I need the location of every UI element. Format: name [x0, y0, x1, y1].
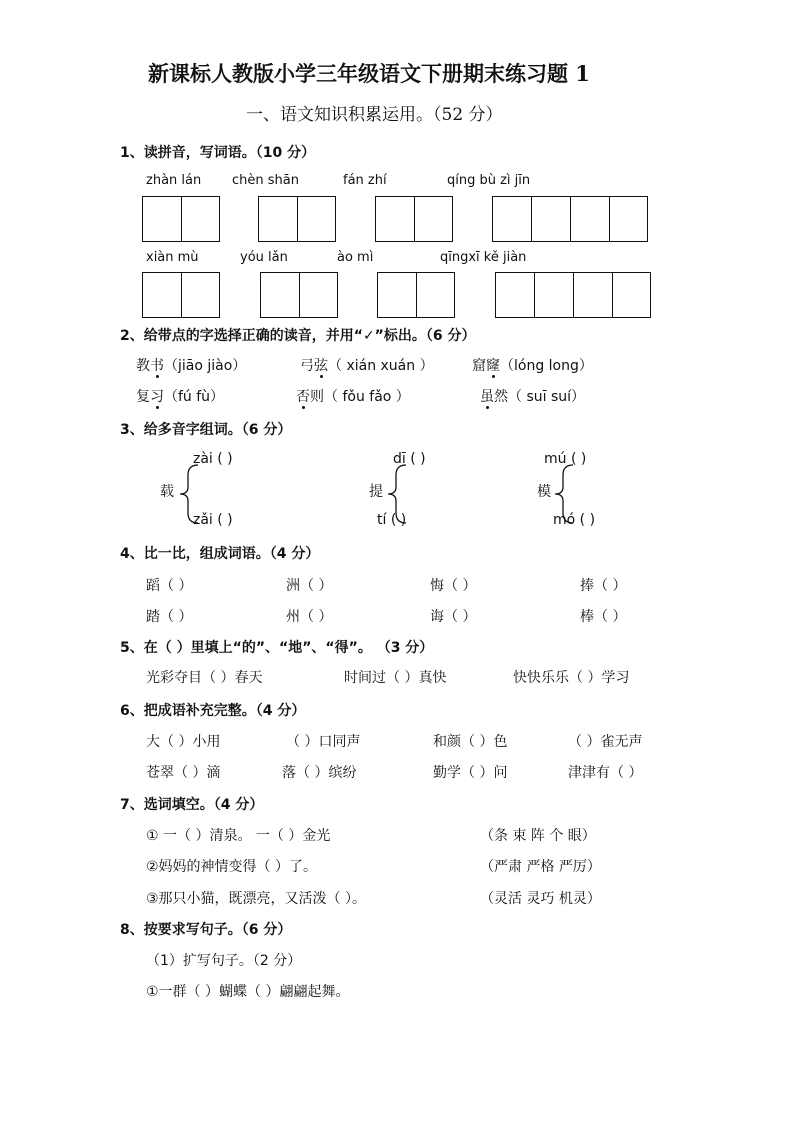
idiom-item[interactable]: （ ）口同声	[286, 734, 361, 750]
polyphone-bottom-2[interactable]: tí ( )	[377, 512, 407, 528]
word-choice-sentence[interactable]: ① 一（ ）清泉。 一（ ）金光	[146, 828, 331, 844]
question-3-label: 3、给多音字组词。（6 分）	[120, 422, 292, 438]
fill-item[interactable]: 光彩夺目（ ）春天	[146, 670, 263, 686]
pinyin-1: zhàn lán	[146, 173, 202, 188]
idiom-item[interactable]: 苍翠（ ）滴	[146, 765, 221, 781]
reading-item-6[interactable]: 虽然（ suī suí）	[480, 389, 586, 405]
answer-box-8[interactable]	[495, 272, 651, 318]
pinyin-2: chèn shān	[232, 173, 299, 188]
sub-question-label: （1）扩写句子。（2 分）	[146, 953, 302, 969]
answer-box-1[interactable]	[142, 196, 220, 242]
reading-item-2[interactable]: 弓弦（ xián xuán ）	[300, 358, 434, 374]
compare-item[interactable]: 洲（ ）	[286, 578, 333, 594]
idiom-item[interactable]: （ ）雀无声	[568, 734, 643, 750]
word-choice-options: （严肃 严格 严厉）	[480, 859, 601, 875]
compare-item[interactable]: 诲（ ）	[430, 609, 477, 625]
fill-item[interactable]: 快快乐乐（ ）学习	[513, 670, 630, 686]
answer-box-5[interactable]	[142, 272, 220, 318]
fill-item[interactable]: 时间过（ ）真快	[344, 670, 447, 686]
pinyin-4: qíng bù zì jīn	[447, 173, 531, 188]
word-choice-options: （条 束 阵 个 眼）	[480, 828, 596, 844]
pinyin-8: qīngxī kě jiàn	[440, 250, 527, 265]
idiom-item[interactable]: 津津有（ ）	[568, 765, 643, 781]
polyphone-char-3: 模	[537, 484, 551, 500]
compare-item[interactable]: 踏（ ）	[146, 609, 193, 625]
reading-item-1[interactable]: 教书（jiāo jiào）	[136, 358, 247, 374]
question-6-label: 6、把成语补充完整。（4 分）	[120, 703, 306, 719]
reading-item-4[interactable]: 复习（fú fù）	[136, 389, 225, 405]
reading-item-3[interactable]: 窟窿（lóng long）	[472, 358, 593, 374]
idiom-item[interactable]: 勤学（ ）问	[433, 765, 508, 781]
compare-item[interactable]: 捧（ ）	[580, 578, 627, 594]
pinyin-6: yóu lǎn	[240, 250, 288, 265]
idiom-item[interactable]: 落（ ）缤纷	[282, 765, 357, 781]
question-2-label: 2、给带点的字选择正确的读音，并用“✓”标出。（6 分）	[120, 328, 476, 344]
idiom-item[interactable]: 和颜（ ）色	[433, 734, 508, 750]
polyphone-bottom-1[interactable]: zǎi ( )	[193, 512, 233, 528]
expand-sentence-line[interactable]: ①一群（ ）蝴蝶（ ）翩翩起舞。	[146, 984, 350, 1000]
polyphone-char-1: 载	[160, 484, 174, 500]
answer-box-4[interactable]	[492, 196, 648, 242]
word-choice-sentence[interactable]: ②妈妈的神情变得（ ）了。	[146, 859, 318, 875]
pinyin-5: xiàn mù	[146, 250, 199, 265]
polyphone-top-1[interactable]: zài ( )	[193, 451, 233, 467]
pinyin-3: fán zhí	[343, 173, 387, 188]
section-heading: 一、语文知识积累运用。（52 分）	[246, 105, 503, 125]
pinyin-7: ào mì	[337, 250, 374, 265]
answer-box-3[interactable]	[375, 196, 453, 242]
polyphone-top-3[interactable]: mú ( )	[544, 451, 587, 467]
polyphone-top-2[interactable]: dī ( )	[393, 451, 426, 467]
page-title: 新课标人教版小学三年级语文下册期末练习题 1	[148, 61, 590, 86]
polyphone-bottom-3[interactable]: mó ( )	[553, 512, 596, 528]
question-4-label: 4、比一比，组成词语。（4 分）	[120, 546, 320, 562]
answer-box-6[interactable]	[260, 272, 338, 318]
reading-item-5[interactable]: 否则（ fǒu fǎo ）	[296, 389, 410, 405]
answer-box-7[interactable]	[377, 272, 455, 318]
word-choice-options: （灵活 灵巧 机灵）	[480, 891, 601, 907]
compare-item[interactable]: 棒（ ）	[580, 609, 627, 625]
polyphone-char-2: 提	[369, 484, 383, 500]
answer-box-2[interactable]	[258, 196, 336, 242]
question-8-label: 8、按要求写句子。（6 分）	[120, 922, 292, 938]
compare-item[interactable]: 悔（ ）	[430, 578, 477, 594]
question-5-label: 5、在（ ）里填上“的”、“地”、“得”。 （3 分）	[120, 640, 434, 656]
compare-item[interactable]: 蹈（ ）	[146, 578, 193, 594]
question-1-label: 1、读拼音，写词语。（10 分）	[120, 145, 316, 161]
idiom-item[interactable]: 大（ ）小用	[146, 734, 221, 750]
question-7-label: 7、选词填空。（4 分）	[120, 797, 264, 813]
compare-item[interactable]: 州（ ）	[286, 609, 333, 625]
word-choice-sentence[interactable]: ③那只小猫，既漂亮，又活泼（ ）。	[146, 891, 367, 907]
